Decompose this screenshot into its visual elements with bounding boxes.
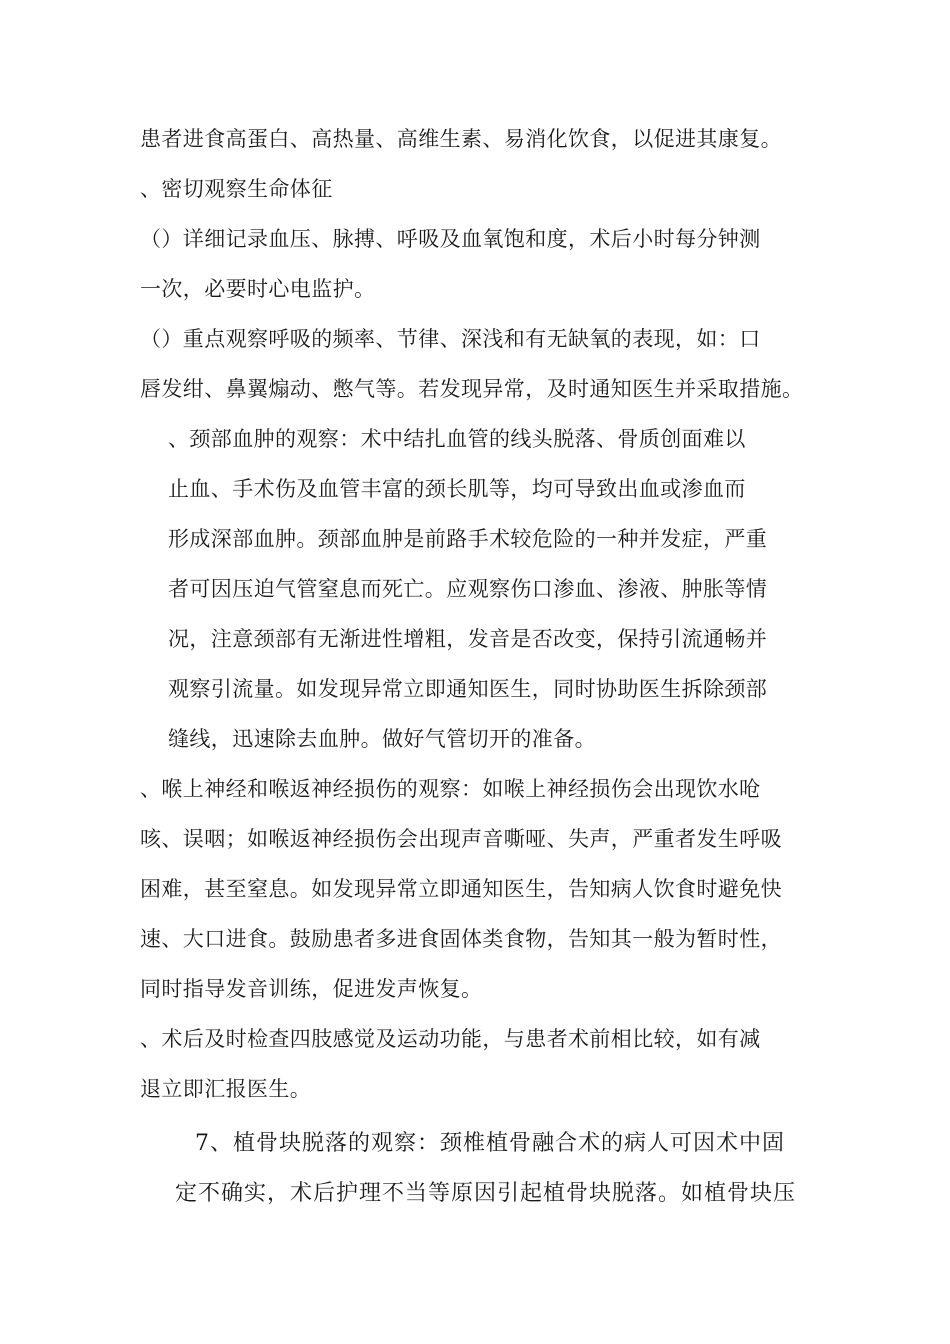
text-line: 者可因压迫气管窒息而死亡。应观察伤口渗血、渗液、肿胀等情 [168,577,768,601]
text-line: 定不确实，术后护理不当等原因引起植骨块脱落。如植骨块压 [175,1181,797,1206]
text-line: 退立即汇报医生。 [140,1077,312,1101]
text-line: （）重点观察呼吸的频率、节律、深浅和有无缺氧的表现，如：口 [140,327,761,351]
text-line: 患者进食高蛋白、高热量、高维生素、易消化饮食，以促进其康复。 [140,127,782,151]
text-line: 一次，必要时心电监护。 [140,277,376,301]
text-line: 况，注意颈部有无渐进性增粗，发音是否改变，保持引流通畅并 [168,627,768,651]
text-line: 观察引流量。如发现异常立即通知医生，同时协助医生拆除颈部 [168,677,768,701]
text-line: 、颈部血肿的观察：术中结扎血管的线头脱落、骨质创面难以 [168,427,746,451]
text-line: 速、大口进食。鼓励患者多进食固体类食物，告知其一般为暂时性， [140,927,782,951]
text-line: 形成深部血肿。颈部血肿是前路手术较危险的一种并发症，严重 [168,527,768,551]
text-line: 7、植骨块脱落的观察：颈椎植骨融合术的病人可因术中固 [195,1131,785,1156]
text-line: 唇发绀、鼻翼煽动、憋气等。若发现异常，及时通知医生并采取措施。 [140,377,804,401]
text-line: 缝线，迅速除去血肿。做好气管切开的准备。 [168,727,596,751]
section-heading: 、密切观察生命体征 [140,177,333,201]
text-line: （）详细记录血压、脉搏、呼吸及血氧饱和度，术后小时每分钟测 [140,227,761,251]
text-line: 同时指导发音训练，促进发声恢复。 [140,977,483,1001]
text-line: 止血、手术伤及血管丰富的颈长肌等，均可导致出血或渗血而 [168,477,746,501]
text-line: 、术后及时检查四肢感觉及运动功能，与患者术前相比较，如有减 [140,1027,761,1051]
text-line: 、喉上神经和喉返神经损伤的观察：如喉上神经损伤会出现饮水呛 [140,777,761,801]
text-line: 困难，甚至窒息。如发现异常立即通知医生，告知病人饮食时避免快 [140,877,782,901]
text-line: 咳、误咽；如喉返神经损伤会出现声音嘶哑、失声，严重者发生呼吸 [140,827,782,851]
